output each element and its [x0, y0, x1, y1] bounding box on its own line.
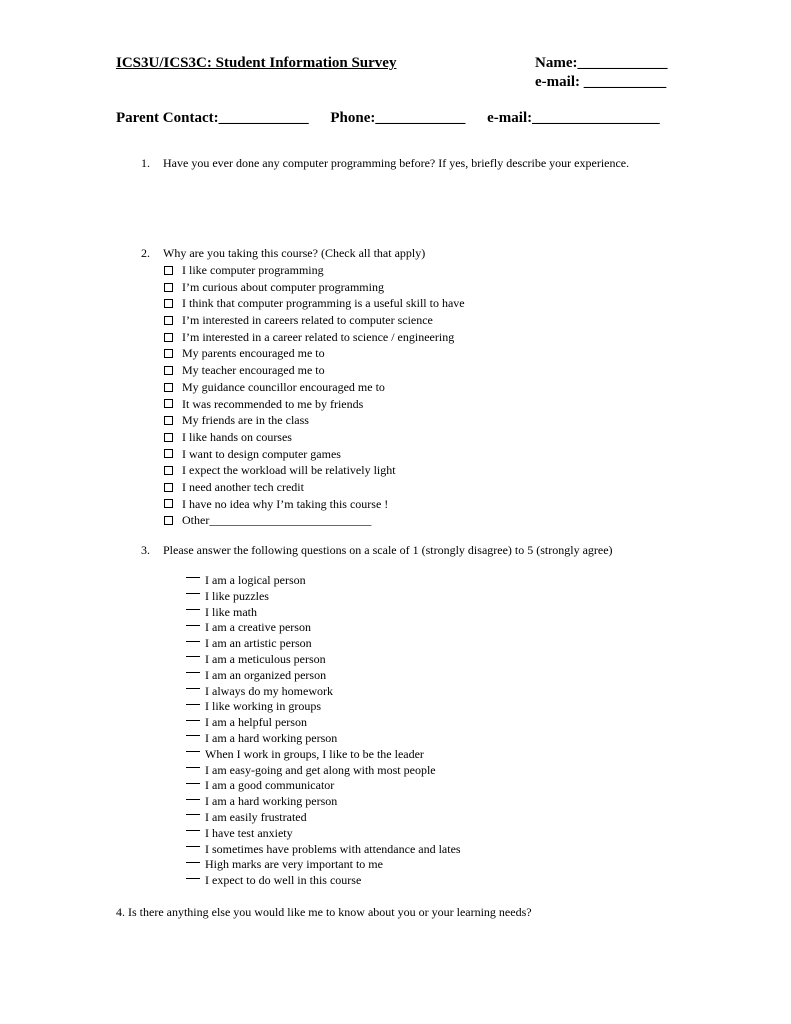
checkbox[interactable] [164, 516, 173, 525]
rating-statement: I am easily frustrated [205, 809, 307, 824]
question-text: Why are you taking this course? (Check all that apply) [163, 246, 426, 260]
rating-item [186, 684, 461, 700]
rating-item [186, 810, 461, 826]
rating-blank[interactable] [186, 672, 200, 673]
rating-blank[interactable] [186, 799, 200, 800]
email-field[interactable]: e-mail: ___________ [535, 74, 667, 90]
rating-item [186, 778, 461, 794]
checklist-label: I’m interested in careers related to computer science [182, 313, 433, 328]
rating-statement: I am a hard working person [205, 794, 338, 809]
rating-statement: I am an organized person [205, 667, 327, 682]
checklist-item[interactable] [164, 379, 465, 396]
rating-blank[interactable] [186, 735, 200, 736]
rating-blank[interactable] [186, 656, 200, 657]
checkbox[interactable] [164, 283, 173, 292]
rating-statement: I like math [205, 604, 257, 619]
checklist-item[interactable] [164, 329, 465, 346]
checklist-label: I’m curious about computer programming [182, 279, 384, 294]
rating-blank[interactable] [186, 878, 200, 879]
rating-statements [186, 573, 461, 889]
rating-statement: I like puzzles [205, 588, 269, 603]
checkbox[interactable] [164, 299, 173, 308]
checkbox[interactable] [164, 483, 173, 492]
rating-statement: I am a meticulous person [205, 651, 326, 666]
rating-statement: I always do my homework [205, 683, 333, 698]
rating-blank[interactable] [186, 720, 200, 721]
checklist-item[interactable] [164, 345, 465, 362]
rating-statement: I sometimes have problems with attendance and lates [205, 841, 461, 856]
rating-blank[interactable] [186, 751, 200, 752]
rating-blank[interactable] [186, 862, 200, 863]
checklist-item[interactable] [164, 512, 465, 529]
question-text: Please answer the following questions on a scale of 1 (strongly disagree) to 5 (strongly agree) [163, 543, 613, 557]
checklist-label: My teacher encouraged me to [182, 363, 325, 378]
checklist-item[interactable] [164, 295, 465, 312]
rating-item [186, 605, 461, 621]
rating-statement: I am easy-going and get along with most people [205, 762, 436, 777]
rating-item [186, 794, 461, 810]
checklist-label: My parents encouraged me to [182, 346, 325, 361]
checklist-label: It was recommended to me by friends [182, 396, 364, 411]
rating-item [186, 747, 461, 763]
rating-statement: I like working in groups [205, 699, 321, 714]
checklist-item[interactable] [164, 396, 465, 413]
rating-item [186, 763, 461, 779]
checklist-label: I want to design computer games [182, 446, 341, 461]
checkbox[interactable] [164, 449, 173, 458]
rating-statement: I expect to do well in this course [205, 873, 362, 888]
name-field[interactable]: Name:____________ [535, 55, 668, 71]
rating-item [186, 620, 461, 636]
rating-statement: I am a good communicator [205, 778, 335, 793]
rating-blank[interactable] [186, 830, 200, 831]
rating-item [186, 857, 461, 873]
checkbox[interactable] [164, 366, 173, 375]
rating-blank[interactable] [186, 641, 200, 642]
question-number: 2. [141, 246, 150, 260]
checkbox[interactable] [164, 499, 173, 508]
rating-item [186, 826, 461, 842]
checkbox[interactable] [164, 433, 173, 442]
rating-item [186, 636, 461, 652]
question-text: Have you ever done any computer programming before? If yes, briefly describe your experience. [163, 156, 630, 170]
survey-title: ICS3U/ICS3C: Student Information Survey [116, 55, 397, 71]
rating-statement: I am a creative person [205, 620, 311, 635]
rating-item [186, 715, 461, 731]
rating-statement: I am a hard working person [205, 730, 338, 745]
rating-blank[interactable] [186, 767, 200, 768]
checklist-label: Other___________________________ [182, 513, 372, 528]
rating-blank[interactable] [186, 593, 200, 594]
checkbox[interactable] [164, 349, 173, 358]
rating-statement: I am an artistic person [205, 636, 312, 651]
rating-item [186, 842, 461, 858]
question-4: 4. Is there anything else you would like me to know about you or your learning needs? [116, 905, 532, 919]
checklist-label: I expect the workload will be relatively light [182, 463, 396, 478]
rating-item [186, 652, 461, 668]
rating-blank[interactable] [186, 625, 200, 626]
checklist-item[interactable] [164, 496, 465, 513]
contact-row [116, 110, 678, 127]
question-number: 3. [141, 543, 150, 557]
rating-item [186, 699, 461, 715]
rating-blank[interactable] [186, 704, 200, 705]
rating-blank[interactable] [186, 609, 200, 610]
checkbox[interactable] [164, 333, 173, 342]
rating-blank[interactable] [186, 814, 200, 815]
checklist-item[interactable] [164, 312, 465, 329]
checkbox[interactable] [164, 399, 173, 408]
rating-blank[interactable] [186, 783, 200, 784]
checklist-item[interactable] [164, 279, 465, 296]
rating-statement: When I work in groups, I like to be the leader [205, 746, 424, 761]
checklist-label: I have no idea why I’m taking this course ! [182, 496, 389, 511]
checklist-label: I need another tech credit [182, 479, 304, 494]
parent-email-field[interactable]: e-mail:_________________ [487, 110, 660, 126]
checkbox[interactable] [164, 316, 173, 325]
checklist-item[interactable] [164, 462, 465, 479]
checklist-label: I’m interested in a career related to science / engineering [182, 329, 455, 344]
checkbox[interactable] [164, 266, 173, 275]
checkbox[interactable] [164, 383, 173, 392]
rating-item [186, 731, 461, 747]
checklist-label: I like computer programming [182, 263, 324, 277]
checklist-item[interactable] [164, 412, 465, 429]
checklist-item[interactable] [164, 262, 465, 279]
checklist-label: I like hands on courses [182, 429, 292, 444]
rating-blank[interactable] [186, 846, 200, 847]
rating-item [186, 573, 461, 589]
rating-item [186, 873, 461, 889]
question-number: 1. [141, 156, 150, 170]
checklist-item[interactable] [164, 479, 465, 496]
rating-item [186, 668, 461, 684]
checkbox[interactable] [164, 466, 173, 475]
phone-field[interactable]: Phone:____________ [330, 110, 466, 126]
rating-statement: I have test anxiety [205, 825, 293, 840]
checklist-label: My friends are in the class [182, 413, 309, 428]
rating-blank[interactable] [186, 688, 200, 689]
checklist-item[interactable] [164, 362, 465, 379]
checkbox[interactable] [164, 416, 173, 425]
checklist-label: I think that computer programming is a useful skill to have [182, 296, 465, 311]
checklist-item[interactable] [164, 446, 465, 463]
rating-statement: I am a helpful person [205, 715, 307, 730]
rating-item [186, 589, 461, 605]
parent-contact-field[interactable]: Parent Contact:____________ [116, 110, 309, 126]
reason-checklist [164, 262, 465, 529]
rating-blank[interactable] [186, 577, 200, 578]
rating-statement: High marks are very important to me [205, 857, 383, 872]
checklist-item[interactable] [164, 429, 465, 446]
rating-statement: I am a logical person [205, 573, 306, 587]
checklist-label: My guidance councillor encouraged me to [182, 379, 385, 394]
